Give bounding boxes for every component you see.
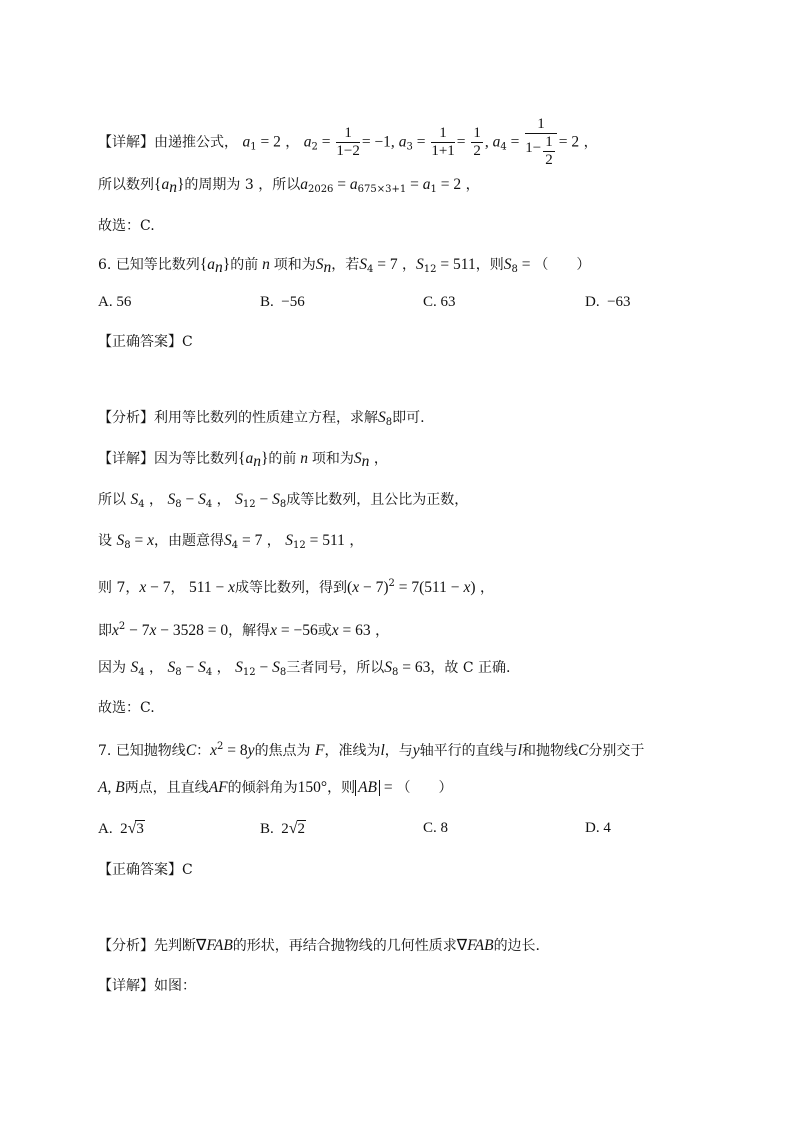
- detail-label: 【详解】: [98, 134, 154, 151]
- q7-detail: 【详解】如图：: [98, 978, 196, 994]
- p5-detail-line: 【详解】由递推公式， $a_1 = 2$ ， $a_2$ = $\frac{1}{1-2}$ = −1, $a_3$ = $\frac{1}{1+1}$ = $\frac{1}{2}$ , $a_4$ = 1 1− $\frac{1}{2}$ = 2 ，: [98, 116, 598, 168]
- q7-option-a: A. 2√3: [98, 820, 144, 837]
- q6-option-d: D. −63: [585, 294, 631, 310]
- q7-option-c: C. 8: [423, 820, 449, 836]
- q7-answer: 【正确答案】C: [98, 862, 193, 878]
- q7-option-b: B. 2√2: [260, 820, 306, 837]
- q7-option-d: D. 4: [585, 820, 611, 836]
- q6-detail-5: 即$x^2 - 7x - 3528 = 0$，解得x = −56或x = 63 ，: [98, 621, 390, 639]
- fraction: $\frac{1}{1-2}$: [336, 125, 360, 159]
- q7-stem-line2: A, B两点，且直线AF的倾斜角为150°，则 AB = （ ）: [98, 779, 453, 796]
- q6-answer: 【正确答案】C: [98, 334, 193, 350]
- q6-detail-2: 所以 $S_4$ ， $S_8 - S_4$ ， $S_{12} - S_8$成等比数列，且公比为正数，: [98, 491, 469, 510]
- fraction: 1 1− $\frac{1}{2}$: [525, 116, 556, 169]
- p5-period-line: 所以数列$\{a_n\}$的周期为 3 ，所以$a_{2026} = a_{675\times 3+1} = a_1 = 2$ ，: [98, 176, 480, 196]
- q6-option-b: B. −56: [260, 294, 305, 310]
- fraction: $\frac{1}{1+1}$: [431, 125, 455, 159]
- q7-analysis: 【分析】先判断∇FAB的形状，再结合抛物线的几何性质求∇FAB的边长.: [98, 937, 541, 954]
- q6-option-c: C. 63: [423, 294, 456, 310]
- q6-detail-1: 【详解】因为等比数列$\{a_n\}$的前 n 项和为$S_n$ ，: [98, 450, 388, 470]
- q6-detail-3: 设 $S_8 = x$，由题意得$S_4 = 7$ ， $S_{12} = 511$ ，: [98, 532, 364, 551]
- q6-detail-4: 则 7，x − 7， 511 − x成等比数列，得到$(x - 7)^2 = 7(511 - x)$ ，: [98, 578, 494, 596]
- q7-stem-line1: 7. 已知抛物线C：$x^2 = 8y$的焦点为 F，准线为l，与y轴平行的直线与l和抛物线C分别交于: [98, 741, 645, 759]
- fraction: $\frac{1}{2}$: [473, 125, 481, 159]
- p5-chosen: 故选：C.: [98, 218, 155, 234]
- q6-chosen: 故选：C.: [98, 700, 155, 716]
- q6-option-a: A. 56: [98, 294, 132, 310]
- q6-analysis: 【分析】利用等比数列的性质建立方程，求解$S_8$即可.: [98, 409, 425, 428]
- q6-detail-6: 因为 $S_4$ ， $S_8 - S_4$ ， $S_{12} - S_8$三者同号，所以$S_8 = 63$，故 C 正确.: [98, 659, 511, 678]
- q6-stem: 6. 已知等比数列$\{a_n\}$的前 n 项和为$S_n$，若$S_4 = 7$ ，$S_{12} = 511$，则$S_8$ = （ ）: [98, 256, 591, 276]
